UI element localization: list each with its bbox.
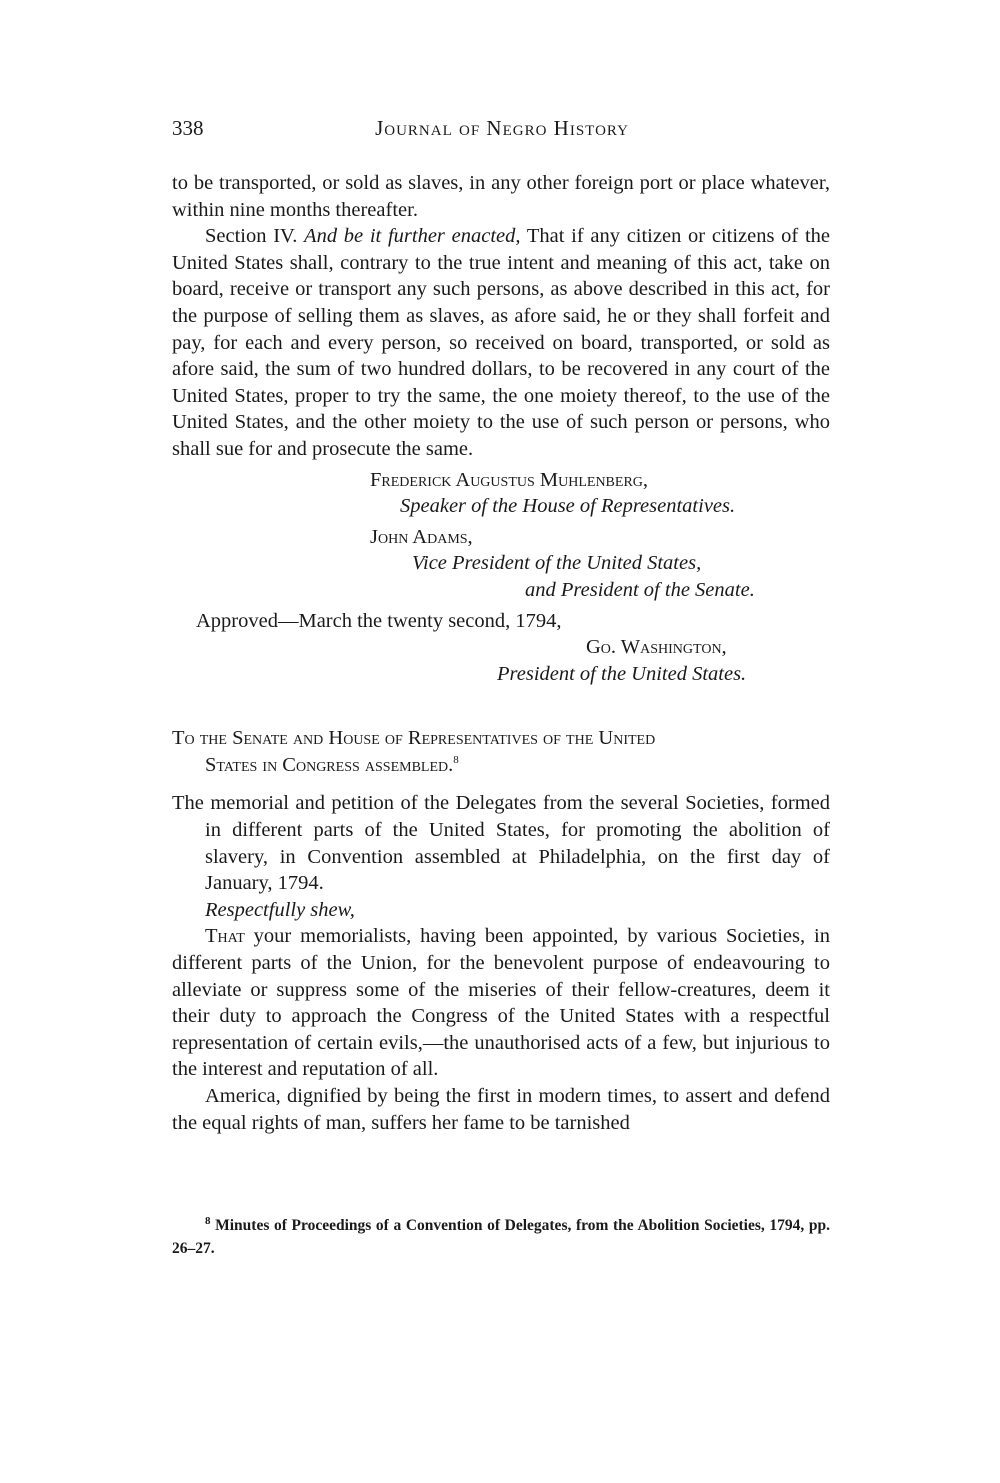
vice-president-title-1: Vice President of the United States, xyxy=(412,552,702,575)
respectfully-shew: Respectfully shew, xyxy=(205,898,355,921)
president-name: Go. Washington, xyxy=(586,636,727,659)
vice-president-title-2: and President of the Senate. xyxy=(525,578,755,601)
running-title: Journal of Negro History xyxy=(375,116,629,140)
approved-line: Approved—March the twenty second, 1794, xyxy=(196,609,562,632)
memorial-paragraph: The memorial and petition of the Delegates from the several Societies, formed in different parts of the United States, for promoting the abolition of slavery, in Convention assembled at Philadelphia, on the first day of January, 1794. xyxy=(172,792,830,895)
speaker-title: Speaker of the House of Representatives. xyxy=(400,495,736,518)
vice-president-name: John Adams, xyxy=(370,525,473,548)
enactment-clause: And be it further enacted, xyxy=(304,225,521,248)
footnote-number: 8 xyxy=(205,1214,211,1227)
page-number: 338 xyxy=(172,116,204,140)
address-heading-line-2: States in Congress assembled.$^8$ xyxy=(205,753,459,776)
paragraph-continuation: to be transported, or sold as slaves, in any other foreign port or place whatever, within nine months thereafter. xyxy=(172,172,830,221)
page-body xyxy=(172,170,830,1136)
that-word: That xyxy=(205,925,245,948)
footnote-text: $^8$ Minutes of Proceedings of a Convention of Delegates, from the Abolition Societies, 1794, pp. 26–27. xyxy=(172,1214,830,1257)
speaker-name: Frederick Augustus Muhlenberg, xyxy=(370,468,649,491)
section-iv-paragraph xyxy=(172,223,830,462)
footnote xyxy=(172,1214,830,1260)
section-text: That if any citizen or citizens of the United States shall, contrary to the true intent and meaning of this act, take on board, receive or transport any such persons, as above described in this act, for the purpose of selling them as slaves, as afore said, he or they shall forfeit and pay, for each and every person, so received on board, transported, or sold as afore said, the sum of two hundred dollars, to be recovered in any court of the United States, proper to try the same, the one moiety thereof, to the use of the United States, and the other moiety to the use of such person or persons, who shall sue for and prosecute the same. xyxy=(172,225,831,460)
footnote-reference: 8 xyxy=(453,754,459,767)
section-label: Section IV. xyxy=(205,225,298,248)
address-heading-line-1: To the Senate and House of Representatives of the United xyxy=(172,727,656,750)
that-text: your memorialists, having been appointed, by various Societies, in different parts of the Union, for the benevolent purpose of endeavouring to alleviate or suppress some of the miseries of their fellow-creatures, deem it their duty to approach the Congress of the United States with a respectful representation of certain evils,—the unauthorised acts of a few, but injurious to the interest and reputation of all. xyxy=(172,925,830,1081)
that-paragraph xyxy=(172,923,830,1083)
page-header xyxy=(172,116,832,150)
president-title: President of the United States. xyxy=(497,662,747,685)
america-paragraph: America, dignified by being the first in modern times, to assert and defend the equal rights of man, suffers her fame to be tarnished xyxy=(172,1085,830,1134)
